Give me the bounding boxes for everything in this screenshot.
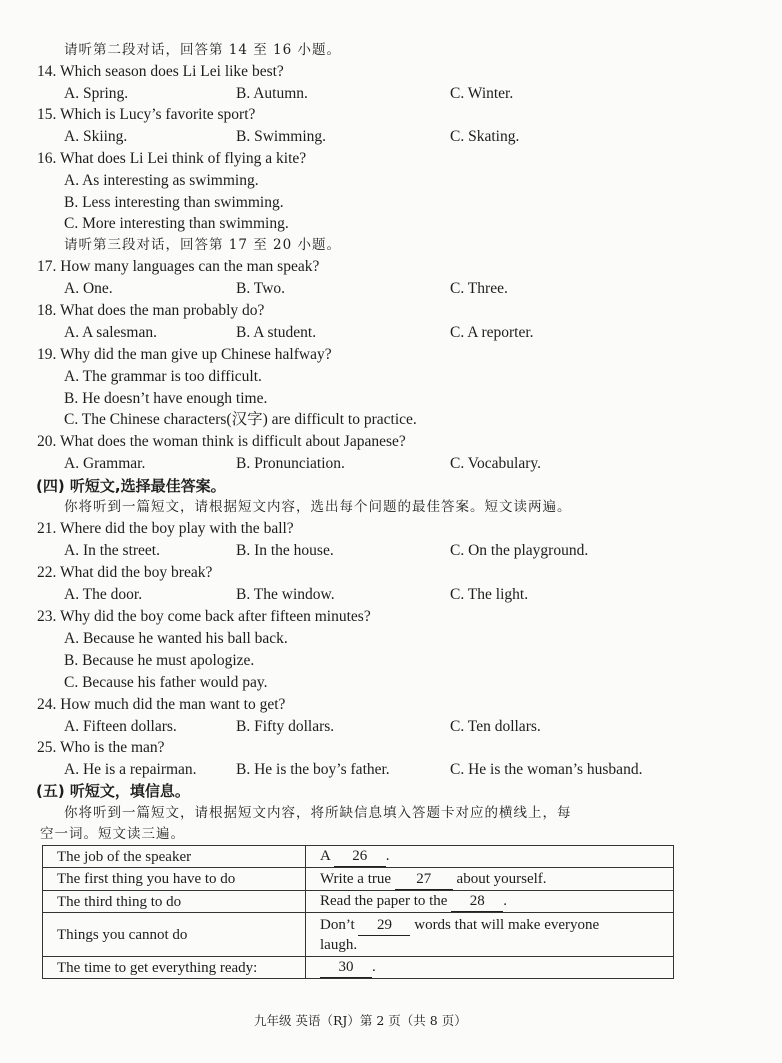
info-table [42,845,674,979]
option-23b: B. Because he must apologize. [64,652,255,669]
table-row [43,913,674,957]
row-label: Things you cannot do [43,913,306,957]
option-19b: B. He doesn’t have enough time. [64,390,268,407]
option-20b: B. Pronunciation. [236,455,345,472]
row-value: A 26 . [306,846,674,868]
option-23c: C. Because his father would pay. [64,674,268,691]
table-row [43,846,674,868]
page-footer: 九年级 英语（RJ）第 2 页（共 8 页） [254,1013,467,1028]
option-16c: C. More interesting than swimming. [64,215,289,232]
question-21: 21. Where did the boy play with the ball? [37,520,294,537]
question-23: 23. Why did the boy come back after fifteen minutes? [37,608,371,625]
option-19c: C. The Chinese characters(汉字) are difficult to practice. [64,411,417,428]
row-value: 30 . [306,957,674,979]
question-20: 20. What does the woman think is difficult about Japanese? [37,433,406,450]
option-18a: A. A salesman. [64,324,157,341]
section-4-heading: (四) 听短文,选择最佳答案。 [36,477,226,495]
option-15b: B. Swimming. [236,128,327,145]
section-4-instruction: 你将听到一篇短文，请根据短文内容，选出每个问题的最佳答案。短文读两遍。 [64,499,572,515]
option-16b: B. Less interesting than swimming. [64,194,284,211]
option-18b: B. A student. [236,324,317,341]
row-label: The job of the speaker [43,846,306,868]
answer-blank-26: 26 [334,847,386,867]
table-row [43,891,674,913]
option-19a: A. The grammar is too difficult. [64,368,262,385]
table-row [43,957,674,979]
option-20a: A. Grammar. [64,455,146,472]
option-24c: C. Ten dollars. [450,718,541,735]
row-value: Write a true 27 about yourself. [306,868,674,891]
option-22a: A. The door. [64,586,143,603]
option-21c: C. On the playground. [450,542,589,559]
question-16: 16. What does Li Lei think of flying a kite? [37,150,307,167]
answer-blank-30: 30 [320,958,372,978]
option-24a: A. Fifteen dollars. [64,718,177,735]
option-17c: C. Three. [450,280,508,297]
row-value: Don’t 29 words that will make everyone laugh. [306,913,674,957]
option-14c: C. Winter. [450,85,514,102]
answer-blank-27: 27 [395,870,453,890]
question-25: 25. Who is the man? [37,739,165,756]
option-15c: C. Skating. [450,128,520,145]
option-24b: B. Fifty dollars. [236,718,335,735]
instruction-conversation-3: 请听第三段对话，回答第 17 至 20 小题。 [64,237,342,253]
option-20c: C. Vocabulary. [450,455,541,472]
question-22: 22. What did the boy break? [37,564,213,581]
row-value: Read the paper to the 28 . [306,891,674,913]
table-row [43,868,674,891]
question-18: 18. What does the man probably do? [37,302,265,319]
question-15: 15. Which is Lucy’s favorite sport? [37,106,256,123]
answer-blank-28: 28 [451,892,503,912]
row-label: The time to get everything ready: [43,957,306,979]
row-label: The first thing you have to do [43,868,306,891]
row-label: The third thing to do [43,891,306,913]
option-16a: A. As interesting as swimming. [64,172,259,189]
question-17: 17. How many languages can the man speak? [37,258,320,275]
question-24: 24. How much did the man want to get? [37,696,286,713]
section-5-instruction-line1: 你将听到一篇短文，请根据短文内容，将所缺信息填入答题卡对应的横线上，每 [64,805,572,821]
section-5-instruction-line2: 空一词。短文读三遍。 [40,826,185,842]
option-25c: C. He is the woman’s husband. [450,761,643,778]
option-23a: A. Because he wanted his ball back. [64,630,288,647]
answer-blank-29: 29 [358,916,410,936]
option-17a: A. One. [64,280,113,297]
instruction-conversation-2: 请听第二段对话，回答第 14 至 16 小题。 [64,42,342,58]
option-21b: B. In the house. [236,542,334,559]
option-14b: B. Autumn. [236,85,308,102]
section-5-heading: (五) 听短文，填信息。 [36,782,190,800]
option-22c: C. The light. [450,586,529,603]
question-14: 14. Which season does Li Lei like best? [37,63,284,80]
option-18c: C. A reporter. [450,324,534,341]
option-15a: A. Skiing. [64,128,128,145]
option-21a: A. In the street. [64,542,160,559]
option-14a: A. Spring. [64,85,129,102]
option-25b: B. He is the boy’s father. [236,761,390,778]
question-19: 19. Why did the man give up Chinese halfway? [37,346,332,363]
option-22b: B. The window. [236,586,335,603]
option-25a: A. He is a repairman. [64,761,197,778]
option-17b: B. Two. [236,280,286,297]
